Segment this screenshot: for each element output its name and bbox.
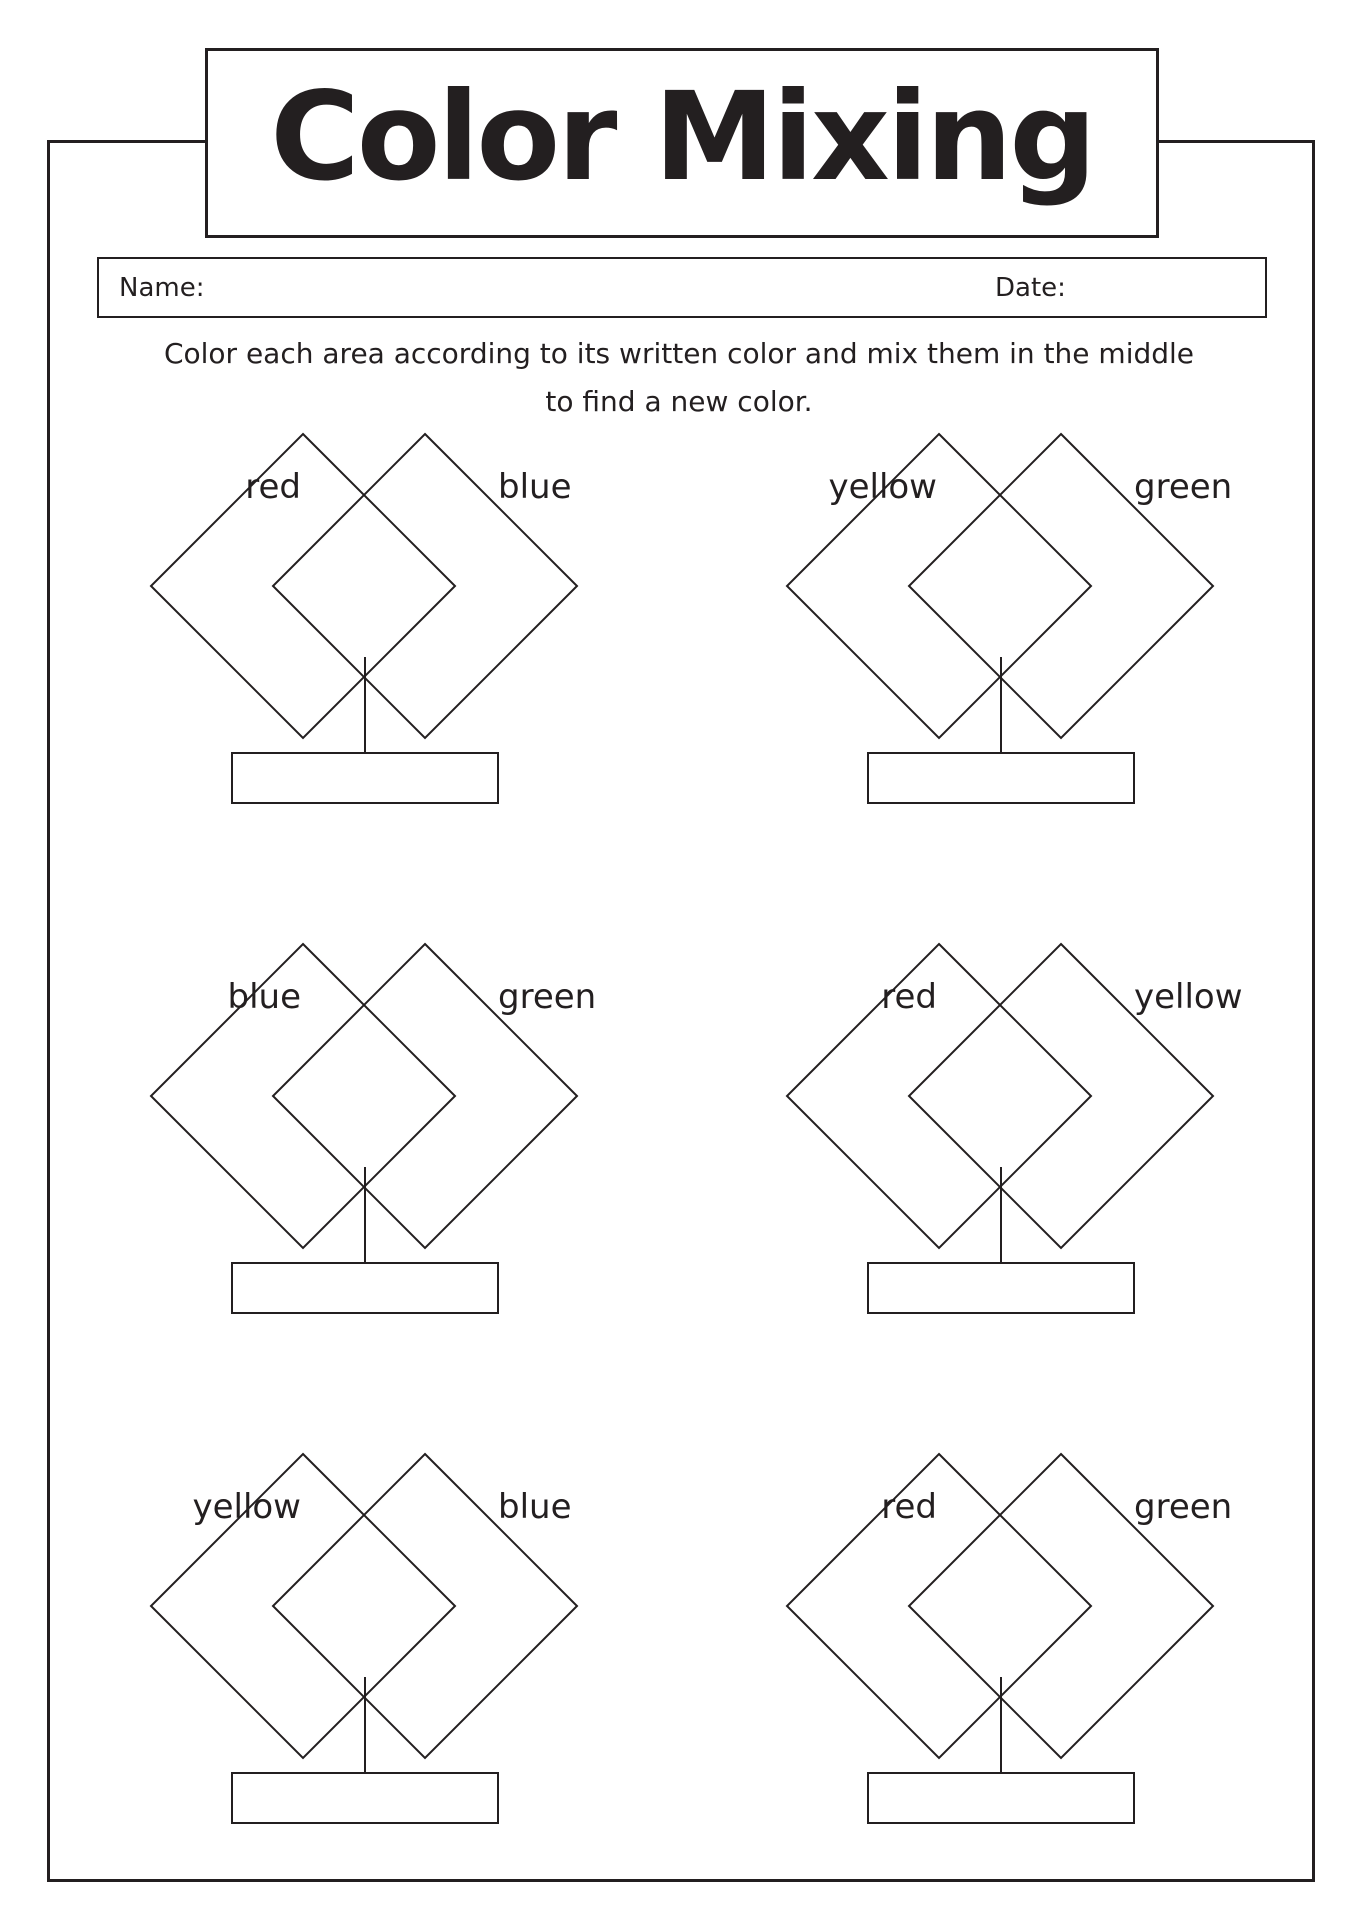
right-color-label: green: [498, 977, 597, 1017]
exercise-5: [130, 1452, 650, 1852]
answer-box[interactable]: [867, 752, 1135, 804]
answer-box[interactable]: [231, 1262, 499, 1314]
right-color-label: blue: [498, 467, 572, 507]
left-diamond[interactable]: [787, 1454, 1091, 1758]
answer-box[interactable]: [867, 1262, 1135, 1314]
right-color-label: green: [1134, 1487, 1233, 1527]
left-color-label: red: [881, 977, 937, 1017]
left-color-label: yellow: [828, 467, 937, 507]
exercise-6: [766, 1452, 1286, 1852]
answer-box[interactable]: [231, 752, 499, 804]
left-color-label: yellow: [192, 1487, 301, 1527]
left-color-label: red: [245, 467, 301, 507]
instructions: [100, 330, 1258, 426]
left-diamond[interactable]: [787, 944, 1091, 1248]
answer-box[interactable]: [231, 1772, 499, 1824]
page-title: Color Mixing: [270, 66, 1094, 208]
name-date-bar: [97, 257, 1267, 318]
exercise-3: [130, 942, 650, 1342]
answer-box[interactable]: [867, 1772, 1135, 1824]
right-color-label: yellow: [1134, 977, 1243, 1017]
instructions-line-2: to find a new color.: [545, 385, 813, 418]
instructions-line-1: Color each area according to its written color and mix them in the middle: [163, 337, 1195, 370]
left-diamond[interactable]: [151, 944, 455, 1248]
name-label: Name:: [119, 273, 205, 303]
left-color-label: red: [881, 1487, 937, 1527]
exercise-2: [766, 432, 1286, 832]
left-diamond[interactable]: [151, 434, 455, 738]
date-label: Date:: [995, 273, 1066, 303]
left-color-label: blue: [227, 977, 301, 1017]
title-box: [205, 48, 1159, 238]
exercise-4: [766, 942, 1286, 1342]
right-color-label: green: [1134, 467, 1233, 507]
exercise-1: [130, 432, 650, 832]
right-color-label: blue: [498, 1487, 572, 1527]
